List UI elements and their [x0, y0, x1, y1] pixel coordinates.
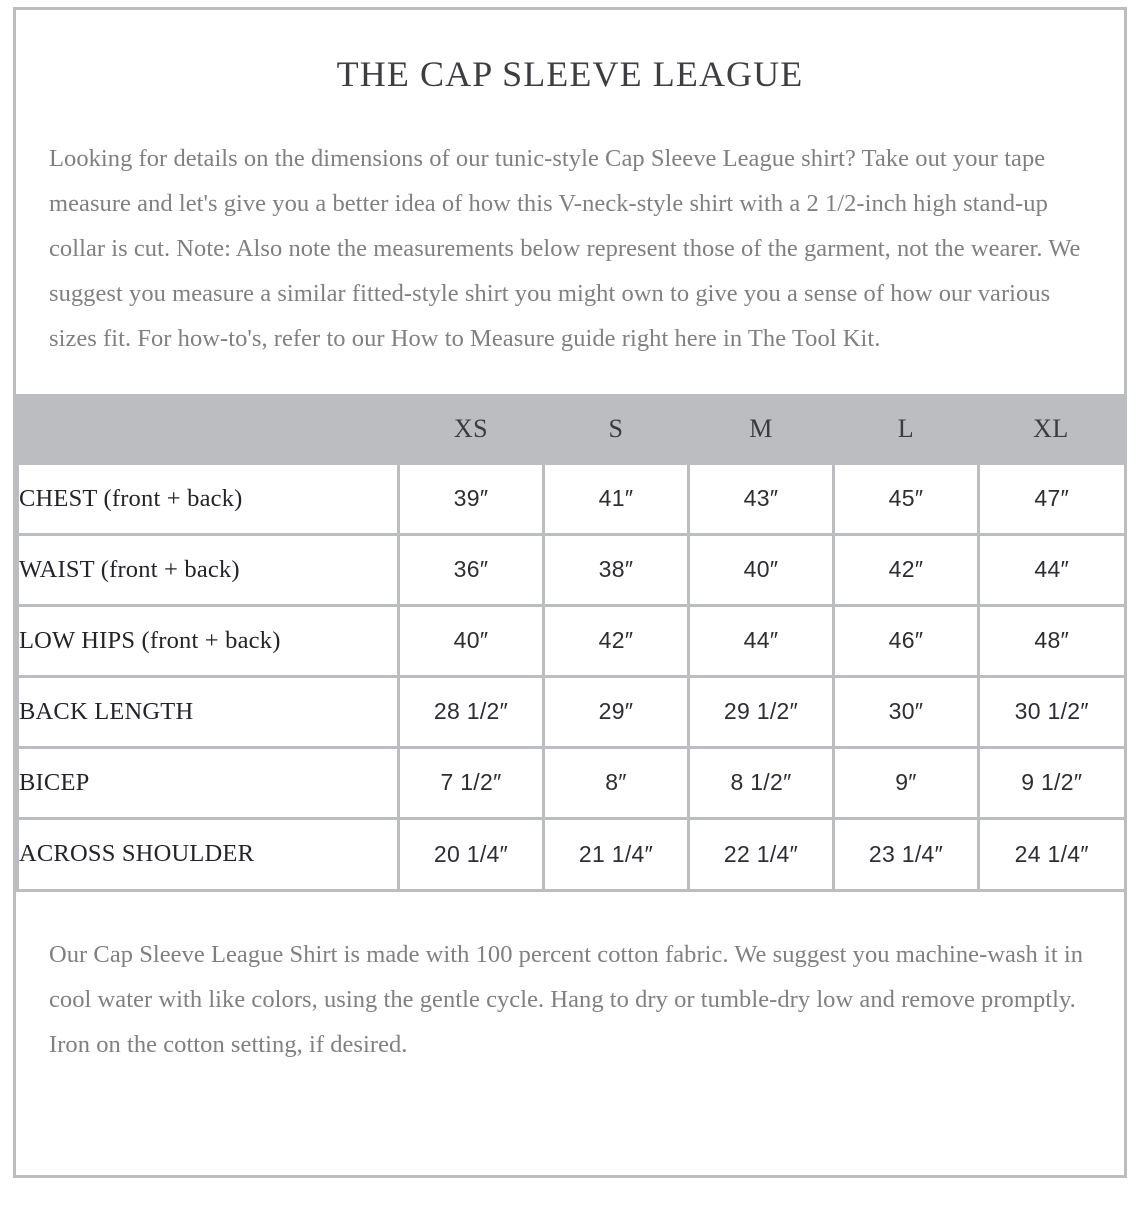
header-size-xs: XS	[399, 395, 544, 463]
size-table	[16, 394, 1125, 890]
size-table-body	[18, 463, 1124, 889]
cell-value: 48″	[979, 605, 1124, 676]
table-row	[18, 463, 1124, 534]
size-table-header	[18, 395, 1124, 463]
row-label: ACROSS SHOULDER	[18, 818, 399, 889]
cell-value: 28 1/2″	[399, 676, 544, 747]
cell-value: 30″	[834, 676, 979, 747]
row-label: BACK LENGTH	[18, 676, 399, 747]
cell-value: 38″	[544, 534, 689, 605]
intro-paragraph: Looking for details on the dimensions of our tunic-style Cap Sleeve League shirt? Take out your tape measure and let's give you a better idea of how this V-neck-style shirt with a 2 1/2-inch high stand-up collar is cut. Note: Also note the measurements below represent those of the garment, not the wearer. We suggest you measure a similar fitted-style shirt you might own to give you a sense of how our various sizes fit. For how-to's, refer to our How to Measure guide right here in The Tool Kit.	[49, 144, 1081, 352]
cell-value: 41″	[544, 463, 689, 534]
cell-value: 44″	[689, 605, 834, 676]
header-size-l: L	[834, 395, 979, 463]
page-title: THE CAP SLEEVE LEAGUE	[336, 54, 804, 94]
header-size-s: S	[544, 395, 689, 463]
cell-value: 44″	[979, 534, 1124, 605]
cell-value: 9 1/2″	[979, 747, 1124, 818]
cell-value: 9″	[834, 747, 979, 818]
table-row	[18, 605, 1124, 676]
table-row	[18, 747, 1124, 818]
cell-value: 40″	[689, 534, 834, 605]
table-row	[18, 818, 1124, 889]
cell-value: 40″	[399, 605, 544, 676]
header-corner-cell	[18, 395, 399, 463]
cell-value: 42″	[834, 534, 979, 605]
row-label: WAIST (front + back)	[18, 534, 399, 605]
cell-value: 23 1/4″	[834, 818, 979, 889]
care-instructions-paragraph: Our Cap Sleeve League Shirt is made with 100 percent cotton fabric. We suggest you machine-wash it in cool water with like colors, using the gentle cycle. Hang to dry or tumble-dry low and remove promptly. Iron on the cotton setting, if desired.	[49, 941, 1084, 1059]
header-size-xl: XL	[979, 395, 1124, 463]
cell-value: 8 1/2″	[689, 747, 834, 818]
cell-value: 29 1/2″	[689, 676, 834, 747]
cell-value: 36″	[399, 534, 544, 605]
cell-value: 8″	[544, 747, 689, 818]
cell-value: 20 1/4″	[399, 818, 544, 889]
cell-value: 29″	[544, 676, 689, 747]
row-label: LOW HIPS (front + back)	[18, 605, 399, 676]
cell-value: 7 1/2″	[399, 747, 544, 818]
cell-value: 46″	[834, 605, 979, 676]
cell-value: 45″	[834, 463, 979, 534]
cell-value: 42″	[544, 605, 689, 676]
cell-value: 30 1/2″	[979, 676, 1124, 747]
table-row	[18, 676, 1124, 747]
cell-value: 21 1/4″	[544, 818, 689, 889]
header-row	[18, 395, 1124, 463]
cell-value: 22 1/4″	[689, 818, 834, 889]
size-chart-panel	[13, 7, 1127, 1178]
table-row	[18, 534, 1124, 605]
row-label: BICEP	[18, 747, 399, 818]
cell-value: 43″	[689, 463, 834, 534]
header-size-m: M	[689, 395, 834, 463]
size-table-container	[16, 394, 1124, 893]
row-label: CHEST (front + back)	[18, 463, 399, 534]
cell-value: 24 1/4″	[979, 818, 1124, 889]
cell-value: 47″	[979, 463, 1124, 534]
cell-value: 39″	[399, 463, 544, 534]
